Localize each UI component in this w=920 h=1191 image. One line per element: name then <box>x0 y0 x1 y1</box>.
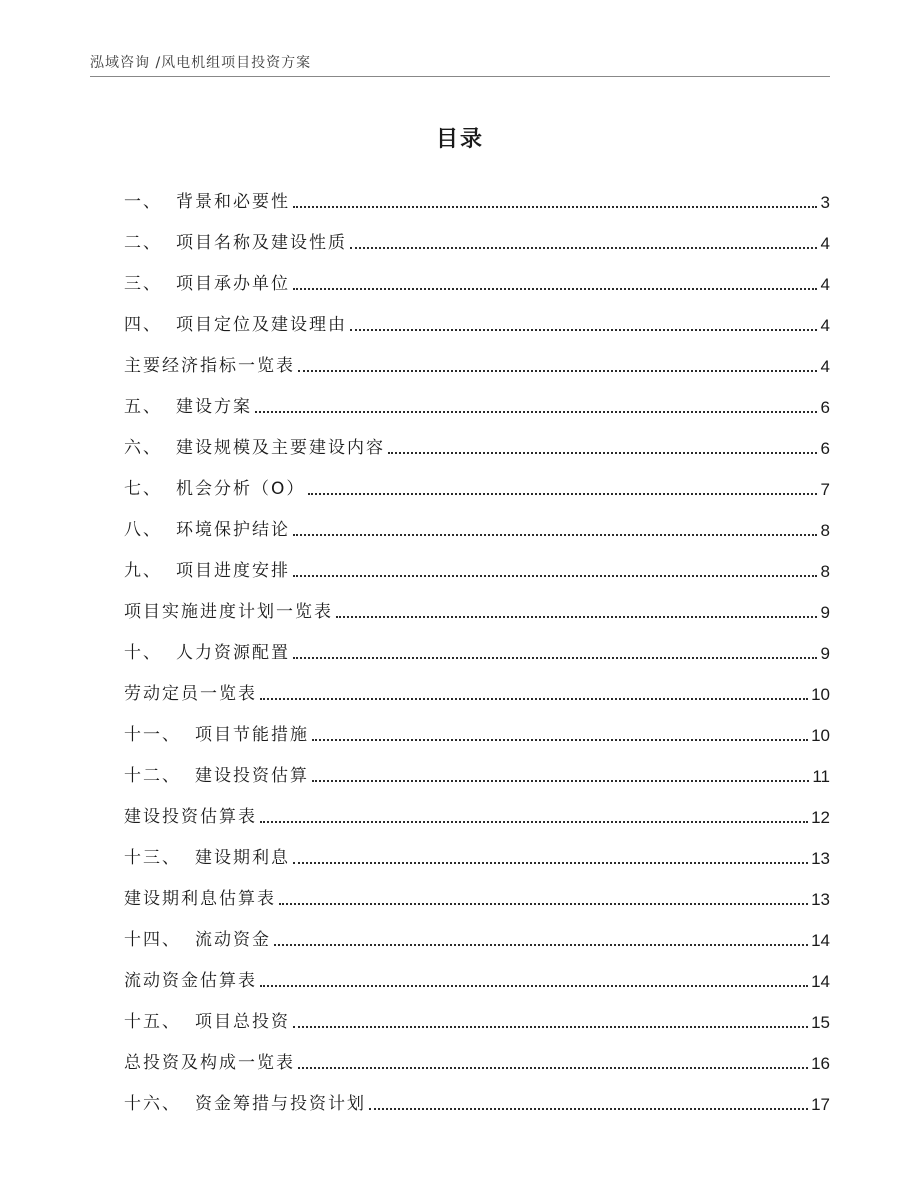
toc-entry-label <box>124 440 385 457</box>
toc-dot-leader <box>369 1107 808 1110</box>
toc-entry[interactable] <box>124 703 830 744</box>
toc-entry-label <box>124 358 295 375</box>
toc-entry-text: 总投资及构成一览表 <box>124 1053 295 1073</box>
toc-entry[interactable] <box>124 1031 830 1072</box>
toc-page-number: 4 <box>820 316 830 335</box>
toc-page-number: 6 <box>820 398 830 417</box>
toc-entry[interactable] <box>124 293 830 334</box>
toc-entry-text: 建设方案 <box>176 397 252 417</box>
toc-dot-leader <box>274 943 808 946</box>
toc-entry-text: 流动资金 <box>195 930 271 950</box>
toc-entry[interactable] <box>124 908 830 949</box>
toc-dot-leader <box>260 697 808 700</box>
toc-page-number: 3 <box>820 193 830 212</box>
toc-dot-leader <box>336 615 817 618</box>
toc-entry-label <box>124 1096 366 1113</box>
toc-entry[interactable] <box>124 949 830 990</box>
toc-page-number: 10 <box>811 685 830 704</box>
toc-dot-leader <box>260 820 808 823</box>
toc-entry-text: 主要经济指标一览表 <box>124 356 295 376</box>
toc-page-number: 14 <box>811 972 830 991</box>
toc-entry-label <box>124 194 290 211</box>
toc-entry-label <box>124 522 290 539</box>
toc-entry-label <box>124 399 252 416</box>
toc-entry-text: 项目节能措施 <box>195 725 309 745</box>
toc-dot-leader <box>312 779 809 782</box>
toc-entry[interactable] <box>124 416 830 457</box>
toc-entry-label <box>124 850 290 867</box>
toc-entry[interactable] <box>124 170 830 211</box>
toc-page-number: 9 <box>820 603 830 622</box>
toc-dot-leader <box>293 287 817 290</box>
toc-page-number: 13 <box>811 849 830 868</box>
toc-entry[interactable] <box>124 744 830 785</box>
toc-page-number: 4 <box>820 357 830 376</box>
toc-entry[interactable] <box>124 334 830 375</box>
toc-entry-text: 项目总投资 <box>195 1012 290 1032</box>
toc-entry-number: 五、 <box>124 397 162 417</box>
toc-entry-text: 环境保护结论 <box>176 520 290 540</box>
toc-page-number: 13 <box>811 890 830 909</box>
toc-entry-number: 十一、 <box>124 725 181 745</box>
toc-page-number: 10 <box>811 726 830 745</box>
toc-page-number: 8 <box>820 521 830 540</box>
toc-page-number: 16 <box>811 1054 830 1073</box>
toc-entry-label <box>124 686 257 703</box>
toc-entry-text: 建设投资估算表 <box>124 807 257 827</box>
toc-dot-leader <box>298 369 817 372</box>
toc-entry-number: 十三、 <box>124 848 181 868</box>
toc-entry[interactable] <box>124 990 830 1031</box>
toc-page-number: 6 <box>820 439 830 458</box>
toc-entry-text: 项目进度安排 <box>176 561 290 581</box>
toc-dot-leader <box>260 984 808 987</box>
toc-entry-number: 十四、 <box>124 930 181 950</box>
toc-entry-label <box>124 932 271 949</box>
toc-entry-label <box>124 727 309 744</box>
toc-entry[interactable] <box>124 457 830 498</box>
toc-title: 目录 <box>435 127 484 152</box>
toc-entry[interactable] <box>124 498 830 539</box>
toc-entry-number: 八、 <box>124 520 162 540</box>
toc-entry-text: 建设期利息估算表 <box>124 889 276 909</box>
toc-dot-leader <box>293 656 817 659</box>
toc-entry-number: 九、 <box>124 561 162 581</box>
table-of-contents <box>124 170 830 1113</box>
toc-entry-number: 二、 <box>124 233 162 253</box>
toc-entry-number: 六、 <box>124 438 162 458</box>
page-header: 泓域咨询 /风电机组项目投资方案 <box>90 55 312 71</box>
toc-entry-label <box>124 317 347 334</box>
toc-dot-leader <box>293 1025 808 1028</box>
toc-entry-text: 人力资源配置 <box>176 643 290 663</box>
toc-entry-number: 四、 <box>124 315 162 335</box>
toc-entry-text: 项目定位及建设理由 <box>176 315 347 335</box>
toc-entry-number: 三、 <box>124 274 162 294</box>
toc-dot-leader <box>293 205 817 208</box>
toc-dot-leader <box>350 328 817 331</box>
toc-entry-label <box>124 604 333 621</box>
toc-entry-number: 十六、 <box>124 1094 181 1114</box>
toc-entry-label <box>124 1055 295 1072</box>
toc-dot-leader <box>293 533 817 536</box>
toc-entry-number: 七、 <box>124 479 162 499</box>
toc-entry-text: 建设期利息 <box>195 848 290 868</box>
toc-entry-number: 十、 <box>124 643 162 663</box>
toc-entry-label <box>124 563 290 580</box>
toc-page-number: 7 <box>820 480 830 499</box>
toc-dot-leader <box>312 738 808 741</box>
toc-entry-label <box>124 481 305 498</box>
toc-entry-text: 建设规模及主要建设内容 <box>176 438 385 458</box>
toc-dot-leader <box>308 492 817 495</box>
toc-dot-leader <box>350 246 817 249</box>
toc-entry[interactable] <box>124 375 830 416</box>
toc-dot-leader <box>293 861 808 864</box>
toc-entry[interactable] <box>124 621 830 662</box>
toc-page-number: 9 <box>820 644 830 663</box>
toc-entry-text: 建设投资估算 <box>195 766 309 786</box>
toc-dot-leader <box>298 1066 808 1069</box>
toc-entry[interactable] <box>124 539 830 580</box>
toc-entry-text: 背景和必要性 <box>176 192 290 212</box>
toc-dot-leader <box>388 451 817 454</box>
toc-entry[interactable] <box>124 826 830 867</box>
toc-entry-label <box>124 235 347 252</box>
toc-entry[interactable] <box>124 662 830 703</box>
toc-page-number: 17 <box>811 1095 830 1114</box>
toc-page-number: 4 <box>820 234 830 253</box>
toc-entry-text: 流动资金估算表 <box>124 971 257 991</box>
toc-entry[interactable] <box>124 1072 830 1113</box>
toc-page-number: 12 <box>811 808 830 827</box>
toc-entry-label <box>124 973 257 990</box>
toc-entry-text: 劳动定员一览表 <box>124 684 257 704</box>
toc-page-number: 4 <box>820 275 830 294</box>
toc-page-number: 11 <box>812 767 830 786</box>
toc-entry-text: 机会分析（O） <box>176 479 306 499</box>
toc-entry[interactable] <box>124 785 830 826</box>
toc-entry-text: 资金筹措与投资计划 <box>195 1094 366 1114</box>
toc-entry-label <box>124 891 276 908</box>
toc-page-number: 8 <box>820 562 830 581</box>
toc-entry[interactable] <box>124 252 830 293</box>
toc-entry[interactable] <box>124 580 830 621</box>
toc-page-number: 14 <box>811 931 830 950</box>
toc-dot-leader <box>279 902 808 905</box>
toc-page-number: 15 <box>811 1013 830 1032</box>
toc-entry-label <box>124 1014 290 1031</box>
toc-entry-label <box>124 768 309 785</box>
toc-entry-label <box>124 276 290 293</box>
toc-entry-number: 十五、 <box>124 1012 181 1032</box>
toc-entry[interactable] <box>124 211 830 252</box>
toc-entry-text: 项目承办单位 <box>176 274 290 294</box>
toc-entry[interactable] <box>124 867 830 908</box>
toc-dot-leader <box>293 574 817 577</box>
toc-entry-text: 项目名称及建设性质 <box>176 233 347 253</box>
toc-entry-text: 项目实施进度计划一览表 <box>124 602 333 622</box>
toc-entry-number: 一、 <box>124 192 162 212</box>
toc-entry-number: 十二、 <box>124 766 181 786</box>
toc-dot-leader <box>255 410 817 413</box>
toc-entry-label <box>124 809 257 826</box>
toc-entry-label <box>124 645 290 662</box>
header-divider <box>90 76 830 77</box>
